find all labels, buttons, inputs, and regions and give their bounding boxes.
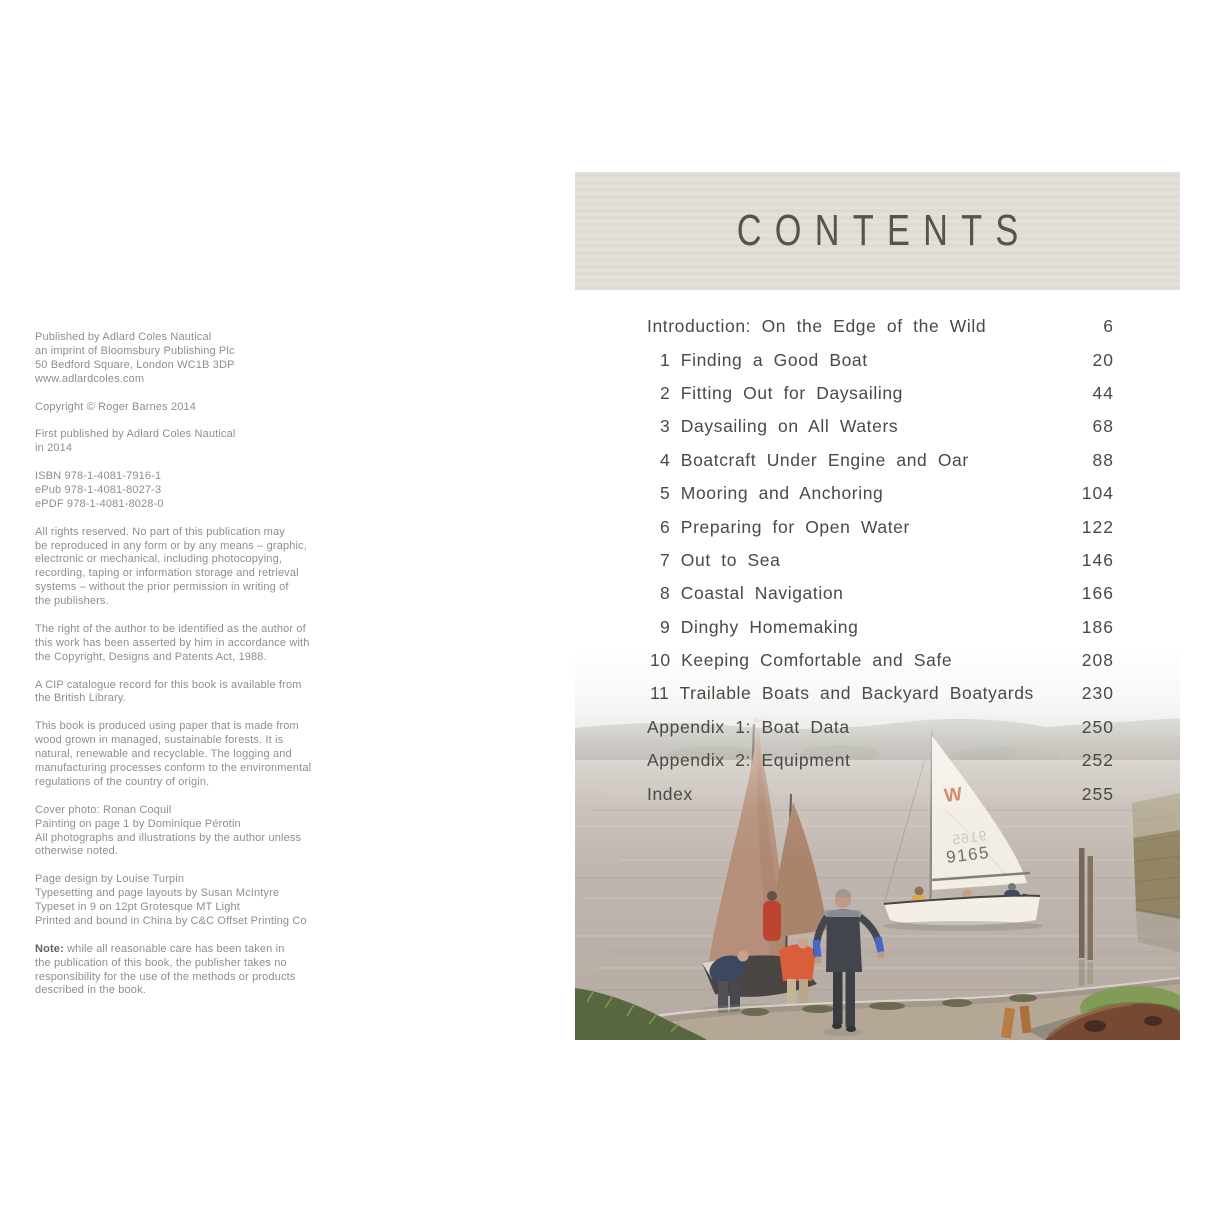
toc-page-number: 122 <box>1081 516 1114 537</box>
toc-label: 10 Keeping Comfortable and Safe <box>650 650 953 671</box>
toc-row <box>575 444 1180 477</box>
toc-page-number: 166 <box>1081 583 1114 604</box>
toc-label: Index <box>647 783 693 804</box>
text-line: First published by Adlard Coles Nautical <box>35 428 236 441</box>
paragraph <box>35 623 345 665</box>
text-line: Cover photo: Ronan Coquil <box>35 803 172 816</box>
toc-label: Appendix 2: Equipment <box>647 750 851 771</box>
text-line: All rights reserved. No part of this publication may <box>35 525 285 538</box>
text-line: regulations of the country of origin. <box>35 775 210 788</box>
toc-label: 5 Mooring and Anchoring <box>660 483 884 504</box>
text-line: Page design by Louise Turpin <box>35 873 185 886</box>
page-title: CONTENTS <box>736 206 1032 255</box>
toc-row <box>575 310 1180 343</box>
text-line: The right of the author to be identified as the author of <box>35 622 306 635</box>
text-line: Typeset in 9 on 12pt Grotesque MT Light <box>35 901 240 914</box>
paragraph <box>35 331 345 387</box>
text-line: All photographs and illustrations by the author unless <box>35 831 302 844</box>
toc-page-number: 88 <box>1092 449 1114 470</box>
toc-label: 3 Daysailing on All Waters <box>660 416 899 437</box>
text-line: responsibility for the use of the methods or products <box>35 970 296 983</box>
text-line: This book is produced using paper that is made from <box>35 720 299 733</box>
toc-label: Introduction: On the Edge of the Wild <box>647 316 987 337</box>
text-line: be reproduced in any form or by any means – graphic, <box>35 539 307 552</box>
toc-label: 11 Trailable Boats and Backyard Boatyards <box>650 683 1034 704</box>
toc-page-number: 255 <box>1081 783 1114 804</box>
toc-row <box>575 744 1180 777</box>
text-line: ePub 978-1-4081-8027-3 <box>35 483 162 496</box>
toc-row <box>575 611 1180 644</box>
toc-page-number: 44 <box>1092 382 1114 403</box>
toc-row <box>575 644 1180 677</box>
text-line: the British Library. <box>35 692 126 705</box>
note-label: Note: <box>35 942 68 955</box>
paragraph <box>35 679 345 707</box>
text-line: the Copyright, Designs and Patents Act, 1988. <box>35 650 267 663</box>
text-line: Note: while all reasonable care has been taken in <box>35 942 285 955</box>
toc-page-number: 20 <box>1092 349 1114 370</box>
toc-label: 4 Boatcraft Under Engine and Oar <box>660 449 969 470</box>
text-line: www.adlardcoles.com <box>35 372 145 385</box>
text-line: in 2014 <box>35 442 73 455</box>
contents-banner <box>575 172 1180 290</box>
toc-row <box>575 343 1180 376</box>
toc-row <box>575 477 1180 510</box>
toc-row <box>575 677 1180 710</box>
paragraph <box>35 526 345 609</box>
toc-label: 1 Finding a Good Boat <box>660 349 868 370</box>
toc-label: 7 Out to Sea <box>660 549 781 570</box>
text-line: Published by Adlard Coles Nautical <box>35 331 212 343</box>
text-line: recording, taping or information storage and retrieval <box>35 567 299 580</box>
text-line: electronic or mechanical, including photocopying, <box>35 553 283 566</box>
paragraph <box>35 401 345 415</box>
paragraph <box>35 720 345 790</box>
text-line: A CIP catalogue record for this book is available from <box>35 678 302 691</box>
text-line: this work has been asserted by him in accordance with <box>35 636 310 649</box>
toc-page-number: 186 <box>1081 616 1114 637</box>
paragraph <box>35 873 345 929</box>
toc-row <box>575 510 1180 543</box>
text-line: the publishers. <box>35 595 109 608</box>
toc-page-number: 6 <box>1103 316 1114 337</box>
text-line: described in the book. <box>35 984 146 997</box>
paragraph <box>35 804 345 860</box>
text-line: otherwise noted. <box>35 845 119 858</box>
paragraph <box>35 428 345 456</box>
left-column <box>35 331 345 998</box>
text-line: manufacturing processes conform to the environmental <box>35 761 312 774</box>
text-line: systems – without the prior permission in writing of <box>35 581 289 594</box>
text-line: wood grown in managed, sustainable forests. It is <box>35 734 284 747</box>
paragraph <box>35 943 345 999</box>
text-line: natural, renewable and recyclable. The logging and <box>35 748 292 761</box>
toc-label: 6 Preparing for Open Water <box>660 516 910 537</box>
toc-row <box>575 577 1180 610</box>
toc-page-number: 208 <box>1081 650 1114 671</box>
text-line: ePDF 978-1-4081-8028-0 <box>35 497 164 510</box>
toc-label: 9 Dinghy Homemaking <box>660 616 859 637</box>
toc-row <box>575 711 1180 744</box>
text-line: ISBN 978-1-4081-7916-1 <box>35 470 162 483</box>
text-line: 50 Bedford Square, London WC1B 3DP <box>35 358 235 371</box>
toc-row <box>575 410 1180 443</box>
text-line: Painting on page 1 by Dominique Pérotin <box>35 817 241 830</box>
toc-label: 2 Fitting Out for Daysailing <box>660 382 903 403</box>
text-line: Printed and bound in China by C&C Offset Printing Co <box>35 914 307 927</box>
toc-page-number: 104 <box>1081 483 1114 504</box>
paragraph <box>35 470 345 512</box>
toc-label: 8 Coastal Navigation <box>660 583 844 604</box>
toc-row <box>575 777 1180 810</box>
toc-page-number: 146 <box>1081 549 1114 570</box>
toc-label: Appendix 1: Boat Data <box>647 716 850 737</box>
toc-row <box>575 544 1180 577</box>
toc-page-number: 250 <box>1081 716 1114 737</box>
text-line: the publication of this book, the publisher takes no <box>35 956 287 969</box>
text-line: an imprint of Bloomsbury Publishing Plc <box>35 344 235 357</box>
toc-row <box>575 377 1180 410</box>
toc-page-number: 252 <box>1081 750 1114 771</box>
toc-page-number: 68 <box>1092 416 1114 437</box>
text-line: Typesetting and page layouts by Susan McIntyre <box>35 887 280 900</box>
text-line: Copyright © Roger Barnes 2014 <box>35 400 197 413</box>
toc-page-number: 230 <box>1081 683 1114 704</box>
table-of-contents <box>575 310 1180 811</box>
